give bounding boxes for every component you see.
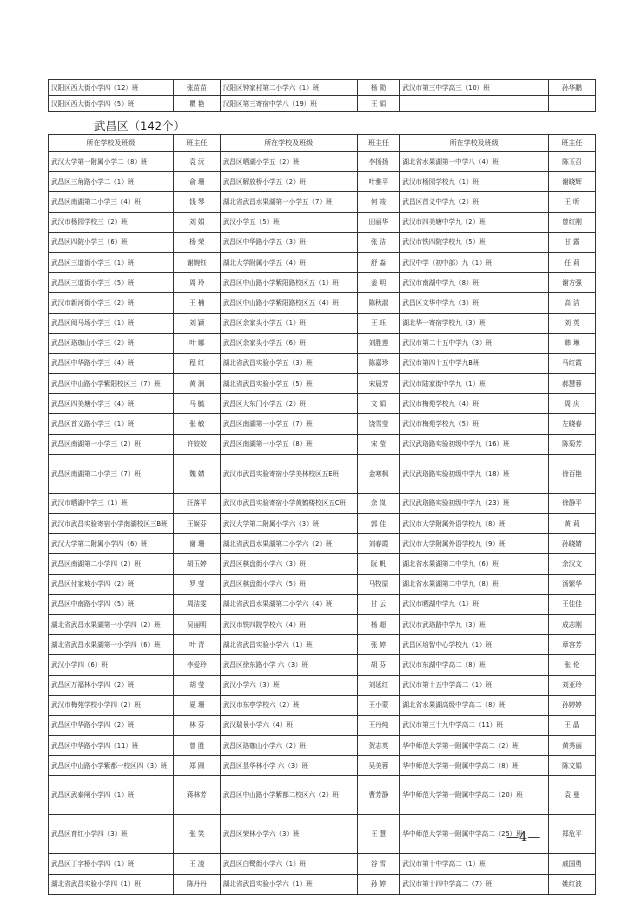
table-row (49, 232, 596, 252)
school-class-cell: 武昌区南湖第一小学五（7）班 (220, 414, 357, 434)
school-class-cell: 湖北省武昌实验小学六（1）班 (220, 635, 357, 655)
school-class-cell: 武汉市第四十五中学九B班 (400, 353, 549, 373)
school-class-cell: 武汉市大学附属外语学校九（8）班 (400, 514, 549, 534)
teacher-cell: 杨 荣 (173, 232, 220, 252)
school-class-cell: 武汉市梅苑学校小学四（2）班 (49, 695, 174, 715)
teacher-cell: 胡 芬 (357, 655, 400, 675)
teacher-cell: 胡 莹 (173, 675, 220, 695)
teacher-cell: 谷 雪 (357, 854, 400, 874)
school-class-cell: 汉阳区第三寄宿中学八（19）班 (220, 96, 357, 112)
school-class-cell: 武汉市第三十九中学高二（11）班 (400, 715, 549, 735)
table-row (49, 293, 596, 313)
table-row (49, 514, 596, 534)
table-row (49, 80, 596, 96)
teacher-cell: 王小蒙 (357, 695, 400, 715)
teacher-cell: 刘 颖 (173, 313, 220, 333)
school-class-cell: 武汉武珞路实验初级中学九（16）班 (400, 434, 549, 454)
school-class-cell: 武昌区万福林小学四（2）班 (49, 675, 174, 695)
teacher-cell: 文 娟 (357, 394, 400, 414)
school-class-cell: 武汉市第十中学高二（1）班 (400, 854, 549, 874)
school-class-cell: 武昌区白鹭街小学六（1）班 (220, 854, 357, 874)
school-class-cell: 武昌区棋盘街小学六（5）班 (220, 574, 357, 594)
school-class-cell: 汉阳区西大街小学四（5）班 (49, 96, 174, 112)
school-class-cell: 湖北省武昌水果湖第二小学六（4）班 (220, 594, 357, 614)
teacher-cell: 马红霞 (549, 353, 596, 373)
teacher-cell: 汤繁华 (549, 574, 596, 594)
table-row (49, 493, 596, 513)
table-row (49, 854, 596, 874)
teacher-cell (549, 96, 596, 112)
school-class-cell: 武汉市杨园学校三（2）班 (49, 212, 174, 232)
teacher-cell: 刘 英 (549, 313, 596, 333)
table-row (49, 715, 596, 735)
school-class-cell: 武昌区中华路小学五（3）班 (220, 232, 357, 252)
teacher-cell: 刘 娟 (173, 212, 220, 232)
teacher-cell: 宋晨芳 (357, 374, 400, 394)
school-class-cell: 武汉市武珞路中学九（3）班 (400, 614, 549, 634)
table-row (49, 313, 596, 333)
school-class-cell: 武昌区武泰闸小学四（1）班 (49, 776, 174, 815)
teacher-cell: 郑危平 (549, 815, 596, 854)
school-class-cell: 武汉大学第二附属小学四（6）班 (49, 534, 174, 554)
teacher-cell: 钱 琴 (173, 192, 220, 212)
school-class-cell: 武汉市铁四院学校九（5）班 (400, 232, 549, 252)
school-class-cell: 武昌区三角路小学二（1）班 (49, 172, 174, 192)
school-class-cell: 武昌区棋盘街小学六（3）班 (220, 554, 357, 574)
table-row (49, 614, 596, 634)
school-class-cell: 武汉市武昌实验寄宿小学黄鹤楼校区五C班 (220, 493, 357, 513)
teacher-cell: 李扬扬 (357, 152, 400, 172)
school-class-cell: 武汉市南湖中学九（8）班 (400, 273, 549, 293)
teacher-cell: 谢晓辉 (549, 172, 596, 192)
school-class-cell: 武汉市东湖中学高二（8）班 (400, 655, 549, 675)
teacher-cell: 李爱玲 (173, 655, 220, 675)
teacher-cell: 孙华鹏 (549, 80, 596, 96)
school-class-cell: 武汉小学五（5）班 (220, 212, 357, 232)
teacher-cell: 陈丹丹 (173, 874, 220, 894)
teacher-cell: 林 芬 (173, 715, 220, 735)
school-class-cell: 武汉小学四（6）班 (49, 655, 174, 675)
school-class-cell: 武昌区阅马场小学三（1）班 (49, 313, 174, 333)
teacher-cell: 陈秋淑 (357, 293, 400, 313)
continued-table (48, 79, 596, 112)
teacher-cell: 吴美蓉 (357, 756, 400, 776)
teacher-cell: 张 伦 (549, 655, 596, 675)
school-class-cell: 武汉市晒湖中学九（1）班 (400, 594, 549, 614)
school-class-cell: 武昌区首义中学九（2）班 (400, 192, 549, 212)
school-class-cell: 武昌区中山路小学紫都二校区六（2）班 (220, 776, 357, 815)
table-row (49, 434, 596, 454)
school-class-cell: 湖北省武昌水果湖第一小学四（6）班 (49, 635, 174, 655)
table-row (49, 776, 596, 815)
school-class-cell: 武昌区余家头小学五（1）班 (220, 313, 357, 333)
school-class-cell: 武昌区珞珈山小学三（2）班 (49, 333, 174, 353)
school-class-cell: 武汉武珞路实验初级中学九（18）班 (400, 454, 549, 493)
school-class-cell: 武昌区中南路小学四（5）班 (49, 594, 174, 614)
school-class-cell: 华中师范大学第一附属中学高二（8）班 (400, 756, 549, 776)
teacher-cell: 韩 琳 (549, 333, 596, 353)
teacher-cell: 曹芳静 (357, 776, 400, 815)
teacher-cell: 周 庆 (549, 394, 596, 414)
table-row (49, 192, 596, 212)
table-row (49, 353, 596, 373)
table-row (49, 756, 596, 776)
school-class-cell: 武汉市第十五中学高二（1）班 (400, 675, 549, 695)
teacher-cell: 袁 沅 (173, 152, 220, 172)
school-class-cell: 湖北省武昌实验小学六（1）班 (220, 874, 357, 894)
teacher-cell: 王 娟 (357, 96, 400, 112)
teacher-cell: 甘 云 (357, 594, 400, 614)
school-class-cell: 武汉市武昌实验寄宿小学美林校区五E班 (220, 454, 357, 493)
school-class-cell: 武昌区付家坡小学四（2）班 (49, 574, 174, 594)
teacher-cell: 瞿 艳 (173, 96, 220, 112)
table-row (49, 695, 596, 715)
school-class-cell: 武汉市四美塘中学九（2）班 (400, 212, 549, 232)
school-class-cell: 湖北省水果湖第二中学九（8）班 (400, 574, 549, 594)
teacher-cell: 周 玲 (173, 273, 220, 293)
table-row (49, 252, 596, 272)
table-row (49, 374, 596, 394)
teacher-cell: 黄 莉 (549, 514, 596, 534)
teacher-cell: 王 楠 (173, 293, 220, 313)
school-class-cell: 武昌区南湖第二小学四（2）班 (49, 554, 174, 574)
teacher-cell: 王 慧 (357, 815, 400, 854)
header-teacher-3: 班主任 (549, 135, 596, 152)
teacher-cell: 饶雪莹 (357, 414, 400, 434)
table-row (49, 675, 596, 695)
school-class-cell: 武汉市东亭学校六（2）班 (220, 695, 357, 715)
school-class-cell: 武昌区中华路小学四（11）班 (49, 736, 174, 756)
school-class-cell: 武汉大学第二附属小学六（3）班 (220, 514, 357, 534)
school-class-cell: 武汉中学（初中部）九（1）班 (400, 252, 549, 272)
teacher-cell: 王丹纯 (357, 715, 400, 735)
teacher-cell: 陈菊芳 (549, 434, 596, 454)
school-class-cell: 武昌区丁字桥小学四（1）班 (49, 854, 174, 874)
school-class-cell: 华中师范大学第一附属中学高二（20）班 (400, 776, 549, 815)
table-row (49, 212, 596, 232)
school-class-cell: 武昌区育红小学四（3）班 (49, 815, 174, 854)
school-class-cell: 武汉市梅苑学校九（4）班 (400, 394, 549, 414)
table-row (49, 594, 596, 614)
teacher-cell: 汪落平 (173, 493, 220, 513)
teacher-cell: 张 婷 (357, 635, 400, 655)
school-class-cell: 武昌区余家头小学五（6）班 (220, 333, 357, 353)
teacher-cell: 程 红 (173, 353, 220, 373)
teacher-cell: 魏 婧 (173, 454, 220, 493)
school-class-cell: 湖北省武昌实验小学五（5）班 (220, 374, 357, 394)
teacher-cell: 何 竣 (357, 192, 400, 212)
teacher-cell: 徐静平 (549, 493, 596, 513)
teacher-cell: 任 莉 (549, 252, 596, 272)
teacher-cell: 王姬芬 (173, 514, 220, 534)
teacher-cell: 姜 明 (357, 273, 400, 293)
header-school-3: 所在学校及班级 (400, 135, 549, 152)
school-class-cell: 武汉市陆家街中学九（1）班 (400, 374, 549, 394)
school-class-cell: 武汉市第二十五中学九（3）班 (400, 333, 549, 353)
school-class-cell: 武汉大学第一附属小学二（8）班 (49, 152, 174, 172)
teacher-cell: 高 洁 (549, 293, 596, 313)
school-class-cell: 华中师范大学第一附属中学高二（25）班 (400, 815, 549, 854)
teacher-cell: 戚国勇 (549, 854, 596, 874)
table-row (49, 152, 596, 172)
school-class-cell: 武汉市铁四院学校六（4）班 (220, 614, 357, 634)
school-class-cell: 武昌区昙华林小学 六（3）班 (220, 756, 357, 776)
teacher-cell: 金寒枫 (357, 454, 400, 493)
school-class-cell: 武昌区晒湖小学五（2）班 (220, 152, 357, 172)
school-class-cell: 湖北省水果湖第一中学八（4）班 (400, 152, 549, 172)
school-class-cell: 武昌区徐东路小学 六（3）班 (220, 655, 357, 675)
table-row (49, 874, 596, 894)
teacher-cell: 姚红波 (549, 874, 596, 894)
teacher-cell: 谢方强 (549, 273, 596, 293)
teacher-cell: 周洁雯 (173, 594, 220, 614)
school-class-cell: 武昌区中山路小学紫阳路校区五（1）班 (220, 273, 357, 293)
school-class-cell: 湖北省水果湖第二中学九（6）班 (400, 554, 549, 574)
teacher-cell: 郭 佳 (357, 514, 400, 534)
school-class-cell: 武汉瑞景小学六（4）班 (220, 715, 357, 735)
header-school-1: 所在学校及班级 (49, 135, 174, 152)
teacher-cell: 叶雅平 (357, 172, 400, 192)
teacher-cell: 张 笑 (173, 815, 220, 854)
district-heading: 武昌区（142个） (94, 119, 185, 133)
page-number: —4— (506, 830, 541, 845)
school-class-cell: 武昌区中山路小学紫阳路校区五（4）班 (220, 293, 357, 313)
table-row (49, 574, 596, 594)
teacher-cell: 杨 超 (357, 614, 400, 634)
teacher-cell: 黄秀丽 (549, 736, 596, 756)
teacher-cell: 许姣姣 (173, 434, 220, 454)
teacher-cell: 马 毓 (173, 394, 220, 414)
teacher-cell: 陈玉召 (549, 152, 596, 172)
teacher-cell: 曾红刚 (549, 212, 596, 232)
teacher-cell: 胡玉婷 (173, 554, 220, 574)
teacher-cell: 张 洁 (357, 232, 400, 252)
school-class-cell: 武汉市大学附属外语学校九（9）班 (400, 534, 549, 554)
teacher-cell: 余汉文 (549, 554, 596, 574)
school-class-cell: 武昌区解放桥小学五（2）班 (220, 172, 357, 192)
school-class-cell: 武昌区三道街小学三（1）班 (49, 252, 174, 272)
teacher-cell: 甘 露 (549, 232, 596, 252)
school-class-cell: 武汉市杨园学校九（1）班 (400, 172, 549, 192)
school-class-cell: 武昌区四美塘小学三（4）班 (49, 394, 174, 414)
school-class-cell: 汉阳区西大街小学四（12）班 (49, 80, 174, 96)
teacher-cell: 刘春霞 (357, 534, 400, 554)
teacher-cell: 王 晶 (549, 715, 596, 735)
teacher-cell: 章容芳 (549, 635, 596, 655)
school-class-cell: 武昌区四院小学三（6）班 (49, 232, 174, 252)
teacher-cell: 曾 胜 (173, 736, 220, 756)
teacher-cell: 舒 淼 (357, 252, 400, 272)
teacher-cell: 袁 曼 (549, 776, 596, 815)
school-class-cell: 湖北省水果湖高级中学高二（8）班 (400, 695, 549, 715)
teacher-cell: 刘胜莲 (357, 333, 400, 353)
teacher-cell: 叶 青 (173, 635, 220, 655)
school-class-cell: 武汉市第十四中学高二（7）班 (400, 874, 549, 894)
teacher-cell: 刘延红 (357, 675, 400, 695)
school-class-cell: 湖北大学附属小学五（4）班 (220, 252, 357, 272)
header-teacher-2: 班主任 (357, 135, 400, 152)
teacher-cell: 王 昕 (549, 192, 596, 212)
teacher-cell: 孙婷婷 (549, 695, 596, 715)
teacher-cell: 张 敏 (173, 414, 220, 434)
teacher-cell: 王 珏 (357, 313, 400, 333)
school-class-cell: 武昌区中山路小学紫都一校区四（3）班 (49, 756, 174, 776)
teacher-cell: 吴丽明 (173, 614, 220, 634)
teacher-cell: 杨 勋 (357, 80, 400, 96)
teacher-cell: 马牧原 (357, 574, 400, 594)
school-class-cell: 武汉武珞路实验初级中学九（23）班 (400, 493, 549, 513)
teacher-cell: 徐百艳 (549, 454, 596, 493)
school-class-cell: 武昌区中山路小学紫阳校区三（7）班 (49, 374, 174, 394)
teacher-cell: 谢 珊 (173, 534, 220, 554)
teacher-cell: 叶 娜 (173, 333, 220, 353)
wuchang-table (48, 134, 596, 895)
school-class-cell: 湖北省武昌实验小学四（1）班 (49, 874, 174, 894)
school-class-cell: 湖北省武昌水果湖第一小学四（2）班 (49, 614, 174, 634)
table-row (49, 736, 596, 756)
teacher-cell: 阮 帆 (357, 554, 400, 574)
teacher-cell: 孙晓婧 (549, 534, 596, 554)
school-class-cell: 武昌区南湖第二小学三（4）班 (49, 192, 174, 212)
table-row (49, 333, 596, 353)
teacher-cell: 张苗苗 (173, 80, 220, 96)
teacher-cell: 陈文娟 (549, 756, 596, 776)
school-class-cell: 武昌区培智中心学校九（1）班 (400, 635, 549, 655)
school-class-cell (400, 96, 549, 112)
school-class-cell: 武昌区文华中学九（3）班 (400, 293, 549, 313)
teacher-cell: 郑 圆 (173, 756, 220, 776)
teacher-cell: 贺志英 (357, 736, 400, 756)
school-class-cell: 武汉市梅苑学校九（5）班 (400, 414, 549, 434)
school-class-cell: 武汉小学六（3）班 (220, 675, 357, 695)
teacher-cell: 俞 珊 (173, 172, 220, 192)
school-class-cell: 武昌区大东门小学五（2）班 (220, 394, 357, 414)
teacher-cell: 蒋林芳 (173, 776, 220, 815)
teacher-cell: 郝慧蓉 (549, 374, 596, 394)
table-row (49, 635, 596, 655)
table-row (49, 273, 596, 293)
school-class-cell: 武昌区南湖第二小学三（7）班 (49, 454, 174, 493)
school-class-cell: 武昌区南湖第一小学三（2）班 (49, 434, 174, 454)
table-row (49, 394, 596, 414)
table-row (49, 655, 596, 675)
school-class-cell: 武昌区首义路小学三（1）班 (49, 414, 174, 434)
table-row (49, 96, 596, 112)
table-row (49, 172, 596, 192)
header-school-2: 所在学校及班级 (220, 135, 357, 152)
teacher-cell: 宋 莹 (357, 434, 400, 454)
teacher-cell: 左晓春 (549, 414, 596, 434)
school-class-cell: 湖北省武昌实验小学五（3）班 (220, 353, 357, 373)
teacher-cell: 成志刚 (549, 614, 596, 634)
teacher-cell: 王 凌 (173, 854, 220, 874)
school-class-cell: 湖北省武昌水果湖第二小学六（2）班 (220, 534, 357, 554)
teacher-cell: 夏 珊 (173, 695, 220, 715)
header-teacher-1: 班主任 (173, 135, 220, 152)
school-class-cell: 武汉市新河街小学三（2）班 (49, 293, 174, 313)
teacher-cell: 陈嘉珍 (357, 353, 400, 373)
table-row (49, 554, 596, 574)
table-row (49, 454, 596, 493)
teacher-cell: 黄 润 (173, 374, 220, 394)
school-class-cell: 武昌区南湖第一小学五（8）班 (220, 434, 357, 454)
teacher-cell: 余 岚 (357, 493, 400, 513)
teacher-cell: 刘亚玲 (549, 675, 596, 695)
school-class-cell: 武昌区珞珈山小学六（2）班 (220, 736, 357, 756)
school-class-cell: 武昌区荣林小学六（3）班 (220, 815, 357, 854)
school-class-cell: 武汉市第三中学高三（10）班 (400, 80, 549, 96)
school-class-cell: 武昌区中华路小学三（4）班 (49, 353, 174, 373)
school-class-cell: 武昌区三道街小学三（5）班 (49, 273, 174, 293)
school-class-cell: 湖北华一寄宿学校九（3）班 (400, 313, 549, 333)
teacher-cell: 孙 婷 (357, 874, 400, 894)
table-row (49, 414, 596, 434)
school-class-cell: 武汉市武昌实验寄宿小学南湖校区三B班 (49, 514, 174, 534)
teacher-cell: 王佳佳 (549, 594, 596, 614)
school-class-cell: 华中师范大学第一附属中学高二（2）班 (400, 736, 549, 756)
school-class-cell: 武昌区中华路小学四（2）班 (49, 715, 174, 735)
teacher-cell: 谢婉钰 (173, 252, 220, 272)
teacher-cell: 罗 莹 (173, 574, 220, 594)
table-row (49, 534, 596, 554)
school-class-cell: 武汉市晒湖中学三（1）班 (49, 493, 174, 513)
teacher-cell: 田丽华 (357, 212, 400, 232)
header-row (49, 135, 596, 152)
school-class-cell: 湖北省武昌水果湖第一小学五（7）班 (220, 192, 357, 212)
school-class-cell: 汉阳区钟家村第二小学六（1）班 (220, 80, 357, 96)
